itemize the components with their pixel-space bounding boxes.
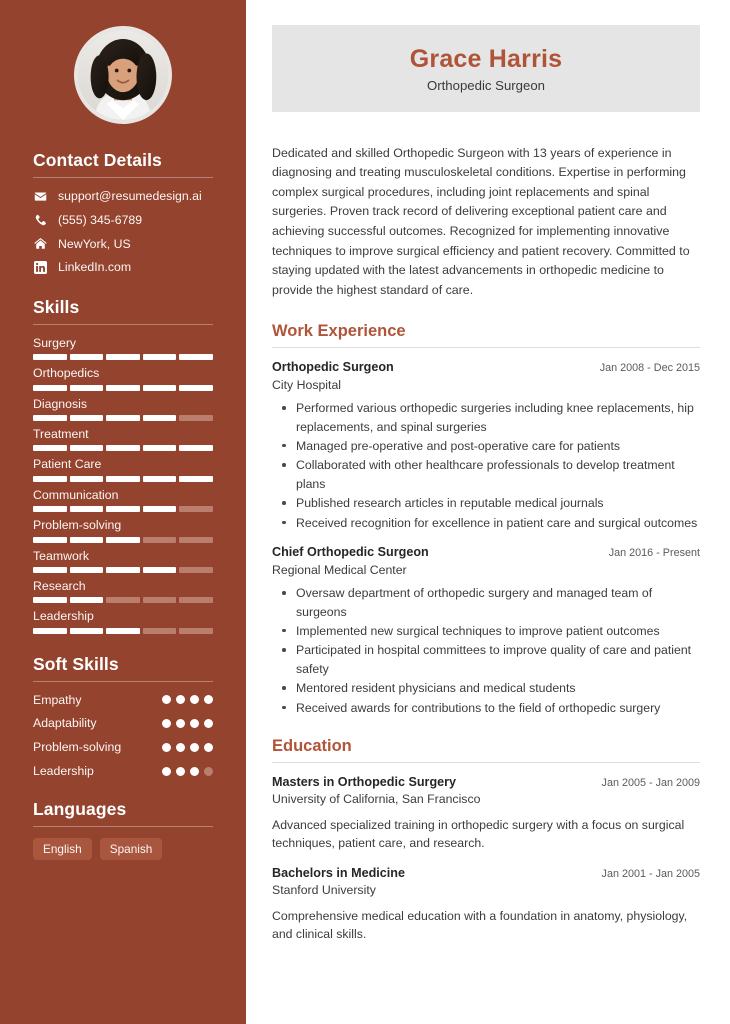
skill-segment xyxy=(70,567,104,573)
skill-segment xyxy=(179,567,213,573)
skill-level-bar xyxy=(33,385,213,391)
list-item: Performed various orthopedic surgeries including knee replacements, hip replacements, and spinal surgeries xyxy=(272,399,700,436)
languages-heading: Languages xyxy=(33,798,127,819)
soft-skill-row xyxy=(33,764,213,779)
skill-segment xyxy=(179,476,213,482)
rating-dot xyxy=(190,695,199,704)
work-entry-bullets xyxy=(272,584,700,717)
soft-skills-list xyxy=(33,693,213,779)
skill-segment xyxy=(33,506,67,512)
contact-email-text: support@resumedesign.ai xyxy=(58,189,202,203)
work-entry-date: Jan 2008 - Dec 2015 xyxy=(599,362,700,375)
skill-segment xyxy=(143,354,177,360)
skill-segment xyxy=(143,537,177,543)
education-entry xyxy=(272,865,700,944)
skill-segment xyxy=(179,385,213,391)
work-entry xyxy=(272,544,700,717)
soft-skills-divider xyxy=(33,681,213,682)
contact-location-text: NewYork, US xyxy=(58,236,131,251)
work-entry-company: Regional Medical Center xyxy=(272,562,407,577)
rating-dot xyxy=(190,767,199,776)
work-entry-list xyxy=(272,359,700,717)
list-item: Managed pre-operative and post-operative care for patients xyxy=(272,437,700,455)
soft-skill-label: Adaptability xyxy=(33,716,97,731)
skill-item xyxy=(33,427,213,451)
work-experience-section xyxy=(272,322,700,717)
language-tag: Spanish xyxy=(100,838,163,861)
skill-segment xyxy=(33,537,67,543)
soft-skill-label: Problem-solving xyxy=(33,740,122,755)
profile-photo-icon xyxy=(78,30,168,120)
skill-segment xyxy=(106,506,140,512)
skill-segment xyxy=(143,567,177,573)
education-entry xyxy=(272,774,700,853)
contact-item-location[interactable] xyxy=(33,237,213,252)
skill-label: Diagnosis xyxy=(33,396,87,411)
skill-segment xyxy=(70,628,104,634)
list-item: Published research articles in reputable medical journals xyxy=(272,494,700,512)
list-item: Received recognition for excellence in patient care and surgical outcomes xyxy=(272,514,700,532)
skill-segment xyxy=(143,476,177,482)
work-entry-header xyxy=(272,544,700,560)
skill-label: Patient Care xyxy=(33,457,102,472)
soft-skill-rating xyxy=(162,719,213,728)
linkedin-icon xyxy=(33,261,48,274)
work-entry-header xyxy=(272,359,700,375)
soft-skill-row xyxy=(33,693,213,708)
contact-details-section xyxy=(33,150,213,275)
work-experience-heading: Work Experience xyxy=(272,322,406,341)
skill-item xyxy=(33,518,213,542)
skill-segment xyxy=(179,354,213,360)
skill-label: Communication xyxy=(33,487,119,502)
list-item: Received awards for contributions to the field of orthopedic surgery xyxy=(272,699,700,717)
skill-level-bar xyxy=(33,597,213,603)
skill-segment xyxy=(106,597,140,603)
home-icon xyxy=(33,237,48,250)
education-entry-school: Stanford University xyxy=(272,883,376,898)
skill-segment xyxy=(106,567,140,573)
language-tag: English xyxy=(33,838,92,861)
skill-level-bar xyxy=(33,415,213,421)
work-entry-date: Jan 2016 - Present xyxy=(608,547,700,560)
skill-item xyxy=(33,336,213,360)
skill-level-bar xyxy=(33,628,213,634)
languages-divider xyxy=(33,826,213,827)
rating-dot xyxy=(162,743,171,752)
work-entry-title: Orthopedic Surgeon xyxy=(272,360,394,375)
contact-linkedin-text: LinkedIn.com xyxy=(58,260,132,275)
list-item: Implemented new surgical techniques to improve patient outcomes xyxy=(272,622,700,640)
education-entry-header xyxy=(272,865,700,881)
soft-skills-section xyxy=(33,654,213,779)
skill-segment xyxy=(179,415,213,421)
skill-segment xyxy=(70,506,104,512)
skill-segment xyxy=(33,567,67,573)
skill-segment xyxy=(106,385,140,391)
education-heading: Education xyxy=(272,737,352,756)
skill-item xyxy=(33,488,213,512)
skill-level-bar xyxy=(33,354,213,360)
contact-divider xyxy=(33,177,213,178)
contact-phone-text: (555) 345-6789 xyxy=(58,212,143,227)
rating-dot xyxy=(204,767,213,776)
skill-segment xyxy=(33,354,67,360)
rating-dot xyxy=(176,767,185,776)
main-content xyxy=(246,0,730,1024)
skills-section xyxy=(33,297,213,634)
skills-divider xyxy=(33,324,213,325)
skill-segment xyxy=(33,628,67,634)
education-entry-title: Bachelors in Medicine xyxy=(272,865,405,880)
skill-level-bar xyxy=(33,476,213,482)
skill-segment xyxy=(106,415,140,421)
skill-segment xyxy=(143,385,177,391)
name-card xyxy=(272,25,700,112)
work-experience-divider xyxy=(272,347,700,348)
skill-segment xyxy=(70,476,104,482)
rating-dot xyxy=(190,743,199,752)
education-entry-header xyxy=(272,774,700,790)
skill-label: Orthopedics xyxy=(33,366,100,381)
sidebar xyxy=(0,0,246,1024)
rating-dot xyxy=(204,743,213,752)
skill-segment xyxy=(106,445,140,451)
education-entry-list xyxy=(272,774,700,944)
skill-segment xyxy=(179,506,213,512)
skill-segment xyxy=(143,506,177,512)
soft-skill-label: Empathy xyxy=(33,692,82,707)
soft-skill-label: Leadership xyxy=(33,763,94,778)
skill-segment xyxy=(33,415,67,421)
soft-skill-row xyxy=(33,716,213,731)
work-entry-bullets xyxy=(272,399,700,532)
rating-dot xyxy=(162,695,171,704)
list-item: Collaborated with other healthcare professionals to develop treatment plans xyxy=(272,456,700,493)
skill-segment xyxy=(143,628,177,634)
skill-item xyxy=(33,609,213,633)
skill-label: Problem-solving xyxy=(33,518,122,533)
skill-label: Research xyxy=(33,578,86,593)
education-divider xyxy=(272,762,700,763)
contact-item-email[interactable] xyxy=(33,189,213,204)
skill-segment xyxy=(179,597,213,603)
skill-segment xyxy=(70,415,104,421)
skill-segment xyxy=(143,445,177,451)
skill-segment xyxy=(70,354,104,360)
avatar-container xyxy=(33,26,213,124)
education-entry-date: Jan 2001 - Jan 2005 xyxy=(601,867,700,880)
page-title: Grace Harris xyxy=(409,45,563,73)
skill-segment xyxy=(33,597,67,603)
job-role-subtitle: Orthopedic Surgeon xyxy=(426,77,546,93)
education-entry-description: Advanced specialized training in orthopedic surgery with a focus on surgical techniques, patient care, and research. xyxy=(272,817,685,851)
skills-list xyxy=(33,336,213,634)
avatar xyxy=(74,26,172,124)
soft-skill-rating xyxy=(162,695,213,704)
skill-segment xyxy=(179,445,213,451)
skill-label: Leadership xyxy=(33,609,94,624)
skill-segment xyxy=(179,537,213,543)
list-item: Participated in hospital committees to improve quality of care and patient safety xyxy=(272,641,700,678)
skill-segment xyxy=(106,476,140,482)
skill-item xyxy=(33,579,213,603)
skill-segment xyxy=(106,628,140,634)
skill-item xyxy=(33,366,213,390)
rating-dot xyxy=(162,767,171,776)
skill-segment xyxy=(179,628,213,634)
list-item: Mentored resident physicians and medical students xyxy=(272,679,700,697)
soft-skill-rating xyxy=(162,767,213,776)
contact-item-linkedin[interactable] xyxy=(33,260,213,275)
skill-segment xyxy=(33,385,67,391)
skill-segment xyxy=(70,537,104,543)
list-item: Oversaw department of orthopedic surgery and managed team of surgeons xyxy=(272,584,700,621)
skill-label: Surgery xyxy=(33,336,77,350)
rating-dot xyxy=(162,719,171,728)
soft-skills-heading: Soft Skills xyxy=(33,653,119,674)
language-tag-list xyxy=(33,838,213,861)
contact-list xyxy=(33,189,213,275)
rating-dot xyxy=(204,695,213,704)
rating-dot xyxy=(190,719,199,728)
skill-item xyxy=(33,549,213,573)
education-section xyxy=(272,737,700,943)
skill-segment xyxy=(33,445,67,451)
soft-skill-rating xyxy=(162,743,213,752)
education-entry-school: University of California, San Francisco xyxy=(272,792,481,807)
rating-dot xyxy=(176,719,185,728)
skill-level-bar xyxy=(33,537,213,543)
skill-segment xyxy=(70,597,104,603)
skill-level-bar xyxy=(33,506,213,512)
contact-details-heading: Contact Details xyxy=(33,150,162,170)
work-entry-title: Chief Orthopedic Surgeon xyxy=(272,545,429,560)
skills-heading: Skills xyxy=(33,297,80,317)
skill-label: Treatment xyxy=(33,427,89,442)
skill-item xyxy=(33,397,213,421)
rating-dot xyxy=(176,743,185,752)
skill-segment xyxy=(70,445,104,451)
languages-section xyxy=(33,799,213,861)
envelope-icon xyxy=(33,190,48,203)
work-entry-company: City Hospital xyxy=(272,377,342,392)
skill-level-bar xyxy=(33,445,213,451)
rating-dot xyxy=(176,695,185,704)
phone-icon xyxy=(33,214,48,227)
work-entry xyxy=(272,359,700,532)
skill-label: Teamwork xyxy=(33,548,90,563)
skill-segment xyxy=(106,537,140,543)
skill-segment xyxy=(33,476,67,482)
skill-segment xyxy=(70,385,104,391)
skill-segment xyxy=(143,415,177,421)
rating-dot xyxy=(204,719,213,728)
soft-skill-row xyxy=(33,740,213,755)
professional-summary: Dedicated and skilled Orthopedic Surgeon with 13 years of experience in diagnosing and treating musculoskeletal conditions. Expertise in performing complex surgical procedures, including joint replacements and spinal surgeries. Proven track record of delivering exceptional patient care and achieving successful outcomes. Recognized for implementing innovative techniques to improve surgical efficiency and patient recovery. Committed to staying updated with the latest advancements in orthopedic medicine to provide the highest standard of care. xyxy=(272,145,690,297)
skill-level-bar xyxy=(33,567,213,573)
skill-segment xyxy=(106,354,140,360)
education-entry-description: Comprehensive medical education with a foundation in anatomy, physiology, and clinical skills. xyxy=(272,908,688,942)
education-entry-date: Jan 2005 - Jan 2009 xyxy=(601,776,700,789)
skill-segment xyxy=(143,597,177,603)
education-entry-title: Masters in Orthopedic Surgery xyxy=(272,774,457,789)
contact-item-phone[interactable] xyxy=(33,213,213,228)
skill-item xyxy=(33,457,213,481)
